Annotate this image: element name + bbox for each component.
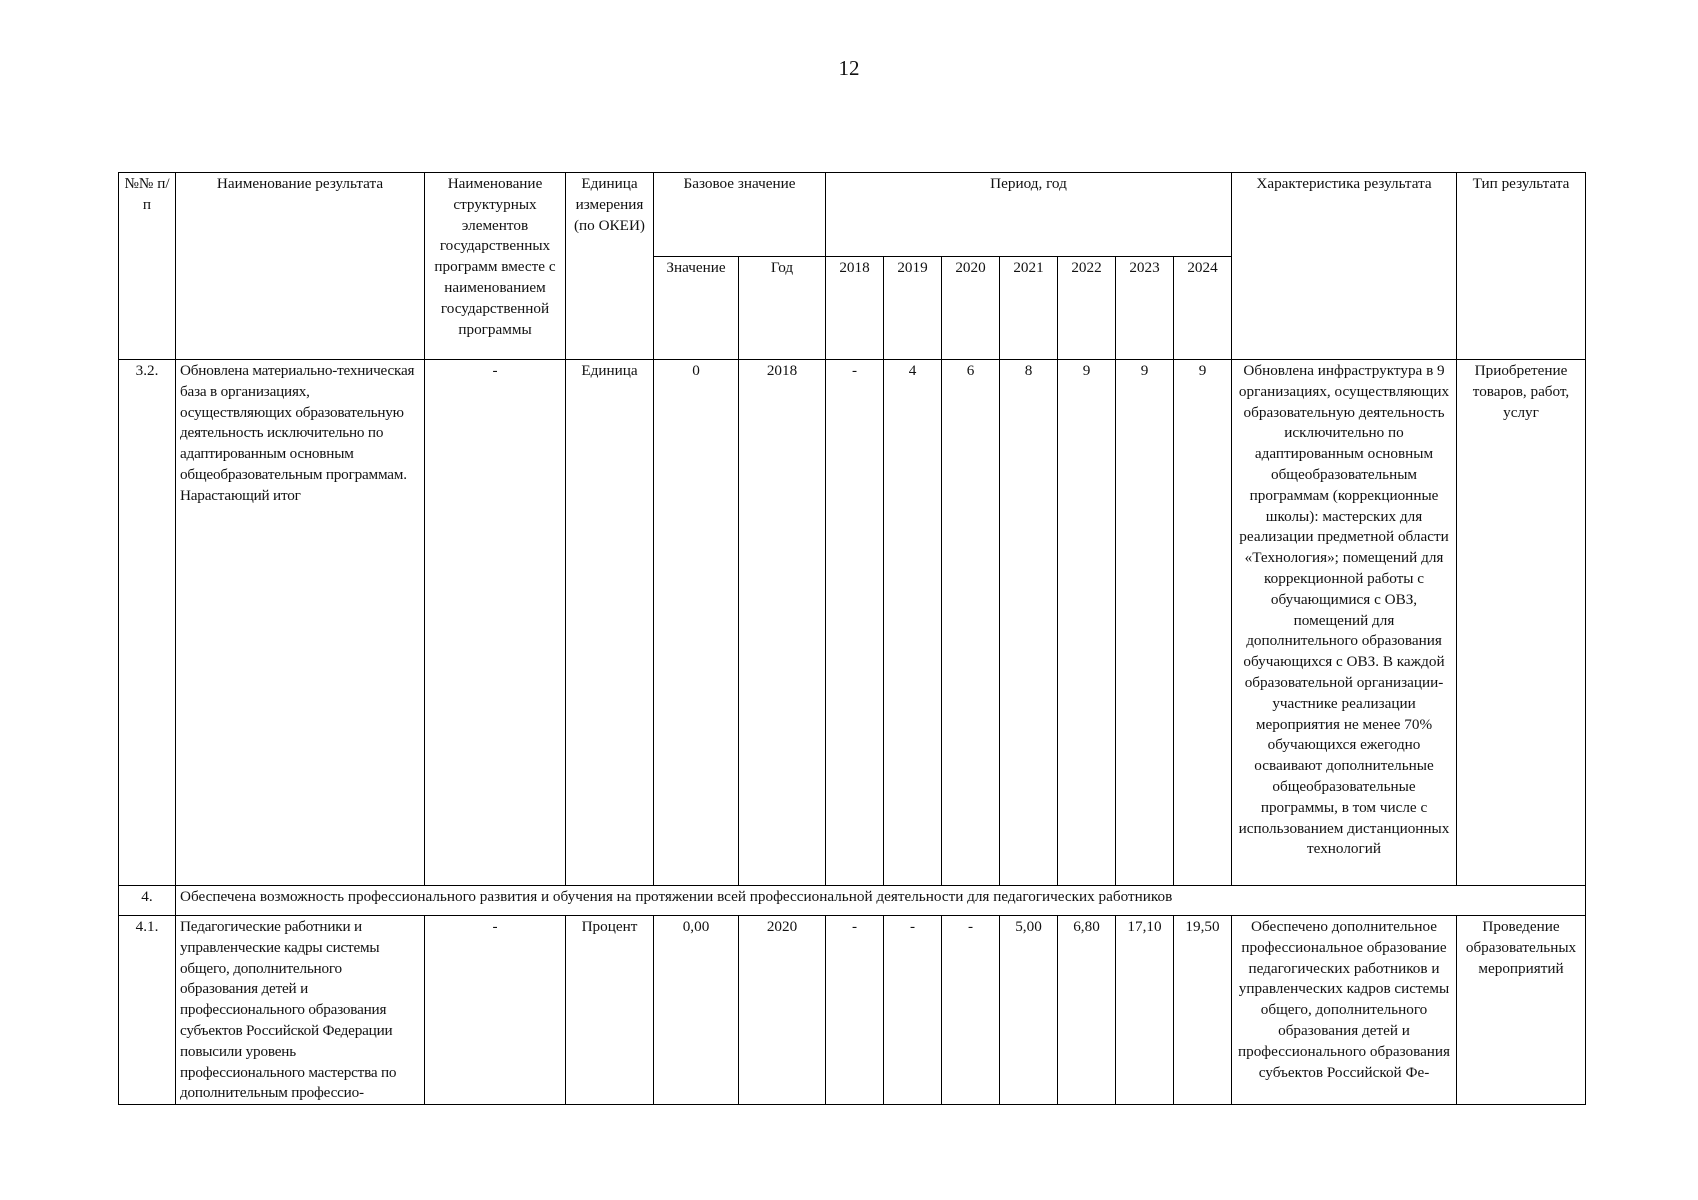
row-num: 4.1. xyxy=(119,916,176,1105)
header-period: Период, год xyxy=(826,173,1232,257)
unit: Процент xyxy=(566,916,654,1105)
header-unit: Единица измерения (по ОКЕИ) xyxy=(566,173,654,360)
header-characteristic: Характеристика результата xyxy=(1232,173,1457,360)
table-row xyxy=(119,916,1586,1105)
header-row-1 xyxy=(119,173,1586,257)
header-structural-elements: Наименование структурных элементов государственных программ вместе с наименованием государственной программы xyxy=(425,173,566,360)
header-result-name: Наименование результата xyxy=(176,173,425,360)
page-number: 12 xyxy=(838,56,860,80)
header-year: 2023 xyxy=(1116,257,1174,360)
value-2021: 8 xyxy=(1000,360,1058,886)
value-2024: 9 xyxy=(1174,360,1232,886)
value-2018: - xyxy=(826,360,884,886)
header-year: 2019 xyxy=(884,257,942,360)
value-2019: 4 xyxy=(884,360,942,886)
header-year: 2020 xyxy=(942,257,1000,360)
value-2023: 9 xyxy=(1116,360,1174,886)
value-2020: - xyxy=(942,916,1000,1105)
structural-elements: - xyxy=(425,916,566,1105)
section-title: Обеспечена возможность профессионального развития и обучения на протяжении всей профессиональной деятельности для педагогических работников xyxy=(176,886,1586,916)
header-base-value-value: Значение xyxy=(654,257,739,360)
value-2018: - xyxy=(826,916,884,1105)
value-2022: 6,80 xyxy=(1058,916,1116,1105)
result-name: Педагогические работники и управленческие кадры системы общего, дополнительного образования детей и профессионального образования субъектов Российской Федерации повысили уровень профессионального мастерства по дополнительным профессио- xyxy=(176,916,425,1105)
structural-elements: - xyxy=(425,360,566,886)
header-type: Тип результата xyxy=(1457,173,1586,360)
header-year: 2022 xyxy=(1058,257,1116,360)
value-2022: 9 xyxy=(1058,360,1116,886)
value-2020: 6 xyxy=(942,360,1000,886)
header-base-value-year: Год xyxy=(739,257,826,360)
base-value: 0 xyxy=(654,360,739,886)
section-row xyxy=(119,886,1586,916)
value-2024: 19,50 xyxy=(1174,916,1232,1105)
result-name: Обновлена материально-техническая база в организациях, осуществляющих образовательную деятельность исключительно по адаптированным основным общеобразовательным программам. Нарастающий итог xyxy=(176,360,425,886)
row-num: 3.2. xyxy=(119,360,176,886)
unit: Единица xyxy=(566,360,654,886)
result-type: Приобретение товаров, работ, услуг xyxy=(1457,360,1586,886)
results-table xyxy=(118,172,1586,1105)
table-row xyxy=(119,360,1586,886)
result-characteristic: Обеспечено дополнительное профессиональное образование педагогических работников и управленческих кадров системы общего, дополнительного образования детей и профессионального образования субъектов Российской Фе- xyxy=(1232,916,1457,1105)
header-base-value: Базовое значение xyxy=(654,173,826,257)
value-2021: 5,00 xyxy=(1000,916,1058,1105)
base-value: 0,00 xyxy=(654,916,739,1105)
header-year: 2021 xyxy=(1000,257,1058,360)
value-2019: - xyxy=(884,916,942,1105)
value-2023: 17,10 xyxy=(1116,916,1174,1105)
header-num: №№ п/п xyxy=(119,173,176,360)
result-characteristic: Обновлена инфраструктура в 9 организациях, осуществляющих образовательную деятельность исключительно по адаптированным основным общеобразовательным программам (коррекционные школы): мастерских для реализации предметной области «Технология»; помещений для коррекционной работы с обучающимися с ОВЗ, помещений для дополнительного образования обучающихся с ОВЗ. В каждой образовательной организации-участнике реализации мероприятия не менее 70% обучающихся ежегодно осваивают дополнительные общеобразовательные программы, в том числе с использованием дистанционных технологий xyxy=(1232,360,1457,886)
header-year: 2018 xyxy=(826,257,884,360)
base-year: 2020 xyxy=(739,916,826,1105)
result-type: Проведение образовательных мероприятий xyxy=(1457,916,1586,1105)
header-year: 2024 xyxy=(1174,257,1232,360)
row-num: 4. xyxy=(119,886,176,916)
base-year: 2018 xyxy=(739,360,826,886)
